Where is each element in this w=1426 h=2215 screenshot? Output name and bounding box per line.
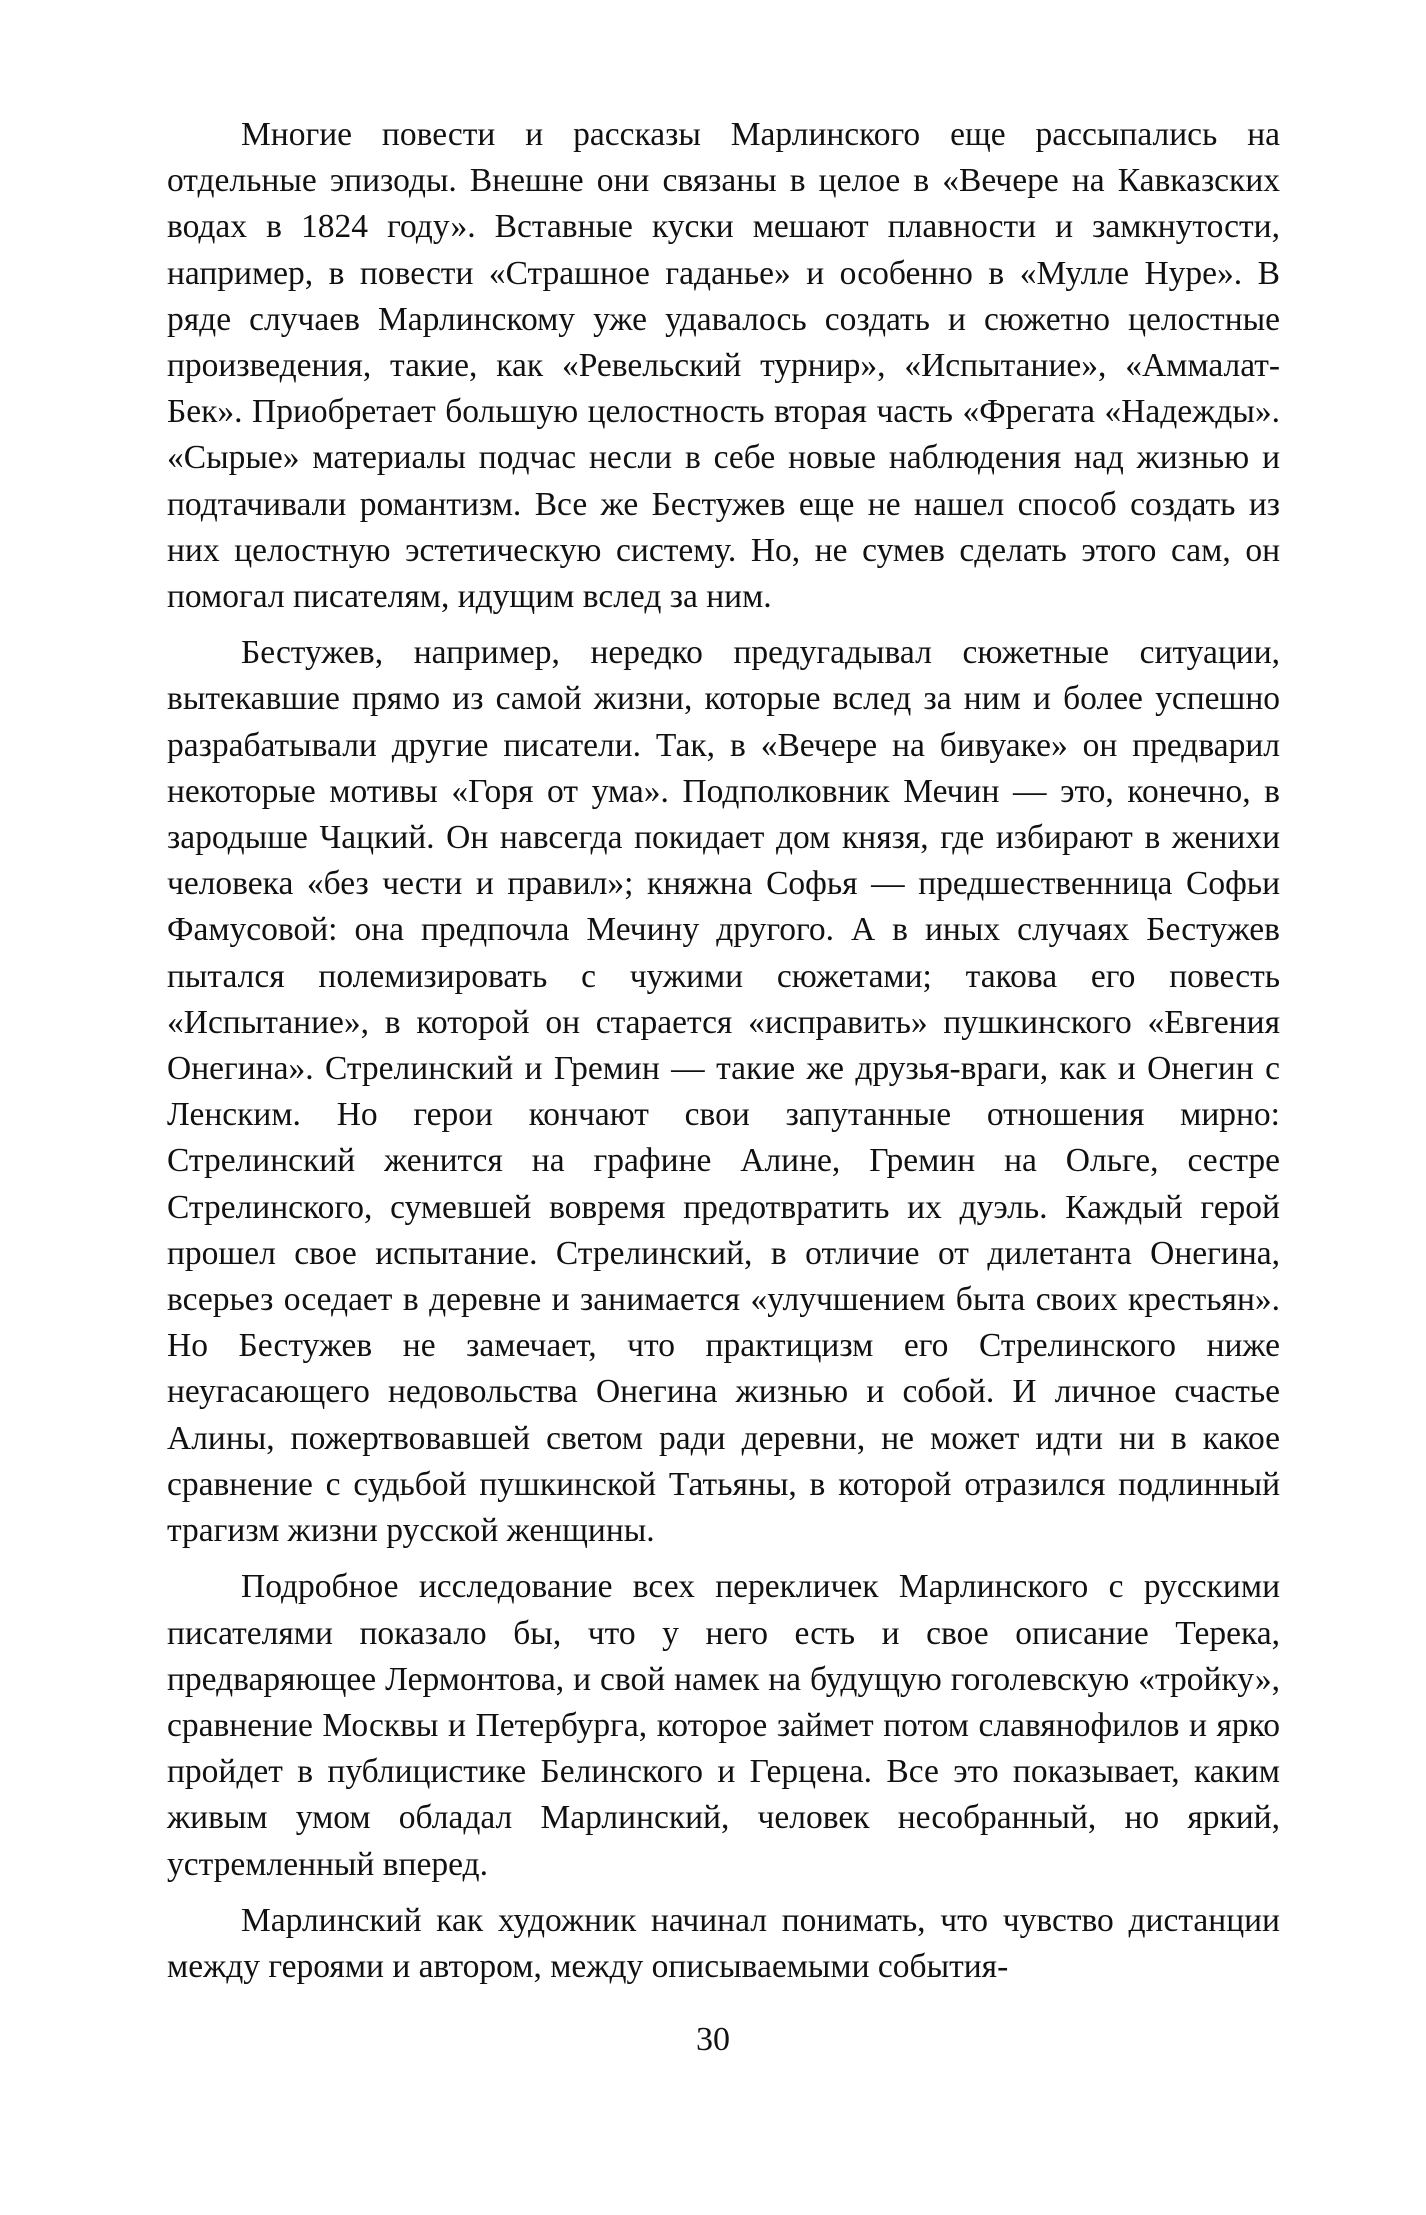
page-body <box>167 112 1280 1990</box>
paragraph-4: Марлинский как художник начинал понимать, что чувство дистанции между героями и автором, между описываемыми события- <box>167 1901 1280 1985</box>
paragraph-3: Подробное исследование всех перекличек Марлинского с русскими писателями показало бы, что у него есть и свое описание Терека, предваряющее Лермонтова, и свой намек на будущую гоголевскую «тройку», сравнение Москвы и Петербурга, которое займет потом славянофилов и ярко пройдет в публицистике Белинского и Герцена. Все это показывает, каким живым умом обладал Марлинский, человек несобранный, но яркий, устремленный вперед. <box>167 1568 1280 1883</box>
paragraph-1: Многие повести и рассказы Марлинского еще рассыпались на отдельные эпизоды. Внешне они связаны в целое в «Вечере на Кавказских водах в 1824 году». Вставные куски мешают плавности и замкнутости, например, в повести «Страшное гаданье» и особенно в «Мулле Нуре». В ряде случаев Марлинскому уже удавалось создать и сюжетно целостные произведения, такие, как «Ревельский турнир», «Испытание», «Аммалат-Бек». Приобретает большую целостность вторая часть «Фрегата «Надежды». «Сырые» материалы подчас несли в себе новые наблюдения над жизнью и подтачивали романтизм. Все же Бестужев еще не нашел способ создать из них целостную эстетическую систему. Но, не сумев сделать этого сам, он помогал писателям, идущим вслед за ним. <box>167 116 1280 616</box>
paragraph-2: Бестужев, например, нередко предугадывал сюжетные ситуации, вытекавшие прямо из самой жизни, которые вслед за ним и более успешно разрабатывали другие писатели. Так, в «Вечере на бивуаке» он предварил некоторые мотивы «Горя от ума». Подполковник Мечин — это, конечно, в зародыше Чацкий. Он навсегда покидает дом князя, где избирают в женихи человека «без чести и правил»; княжна Софья — предшественница Софьи Фамусовой: она предпочла Мечину другого. А в иных случаях Бестужев пытался полемизировать с чужими сюжетами; такова его повесть «Испытание», в которой он старается «исправить» пушкинского «Евгения Онегина». Стрелинский и Гремин — такие же друзья-враги, как и Онегин с Ленским. Но герои кончают свои запутанные отношения мирно: Стрелинский женится на графине Алине, Гремин на Ольге, сестре Стрелинского, сумевшей вовремя предотвратить их дуэль. Каждый герой прошел свое испытание. Стрелинский, в отличие от дилетанта Онегина, всерьез оседает в деревне и занимается «улучшением быта своих крестьян». Но Бестужев не замечает, что практицизм его Стрелинского ниже неугасающего недовольства Онегина жизнью и собой. И личное счастье Алины, пожертвовавшей светом ради деревни, не может идти ни в какое сравнение с судьбой пушкинской Татьяны, в которой отразился подлинный трагизм жизни русской женщины. <box>167 634 1280 1550</box>
page-number: 30 <box>696 2021 730 2058</box>
